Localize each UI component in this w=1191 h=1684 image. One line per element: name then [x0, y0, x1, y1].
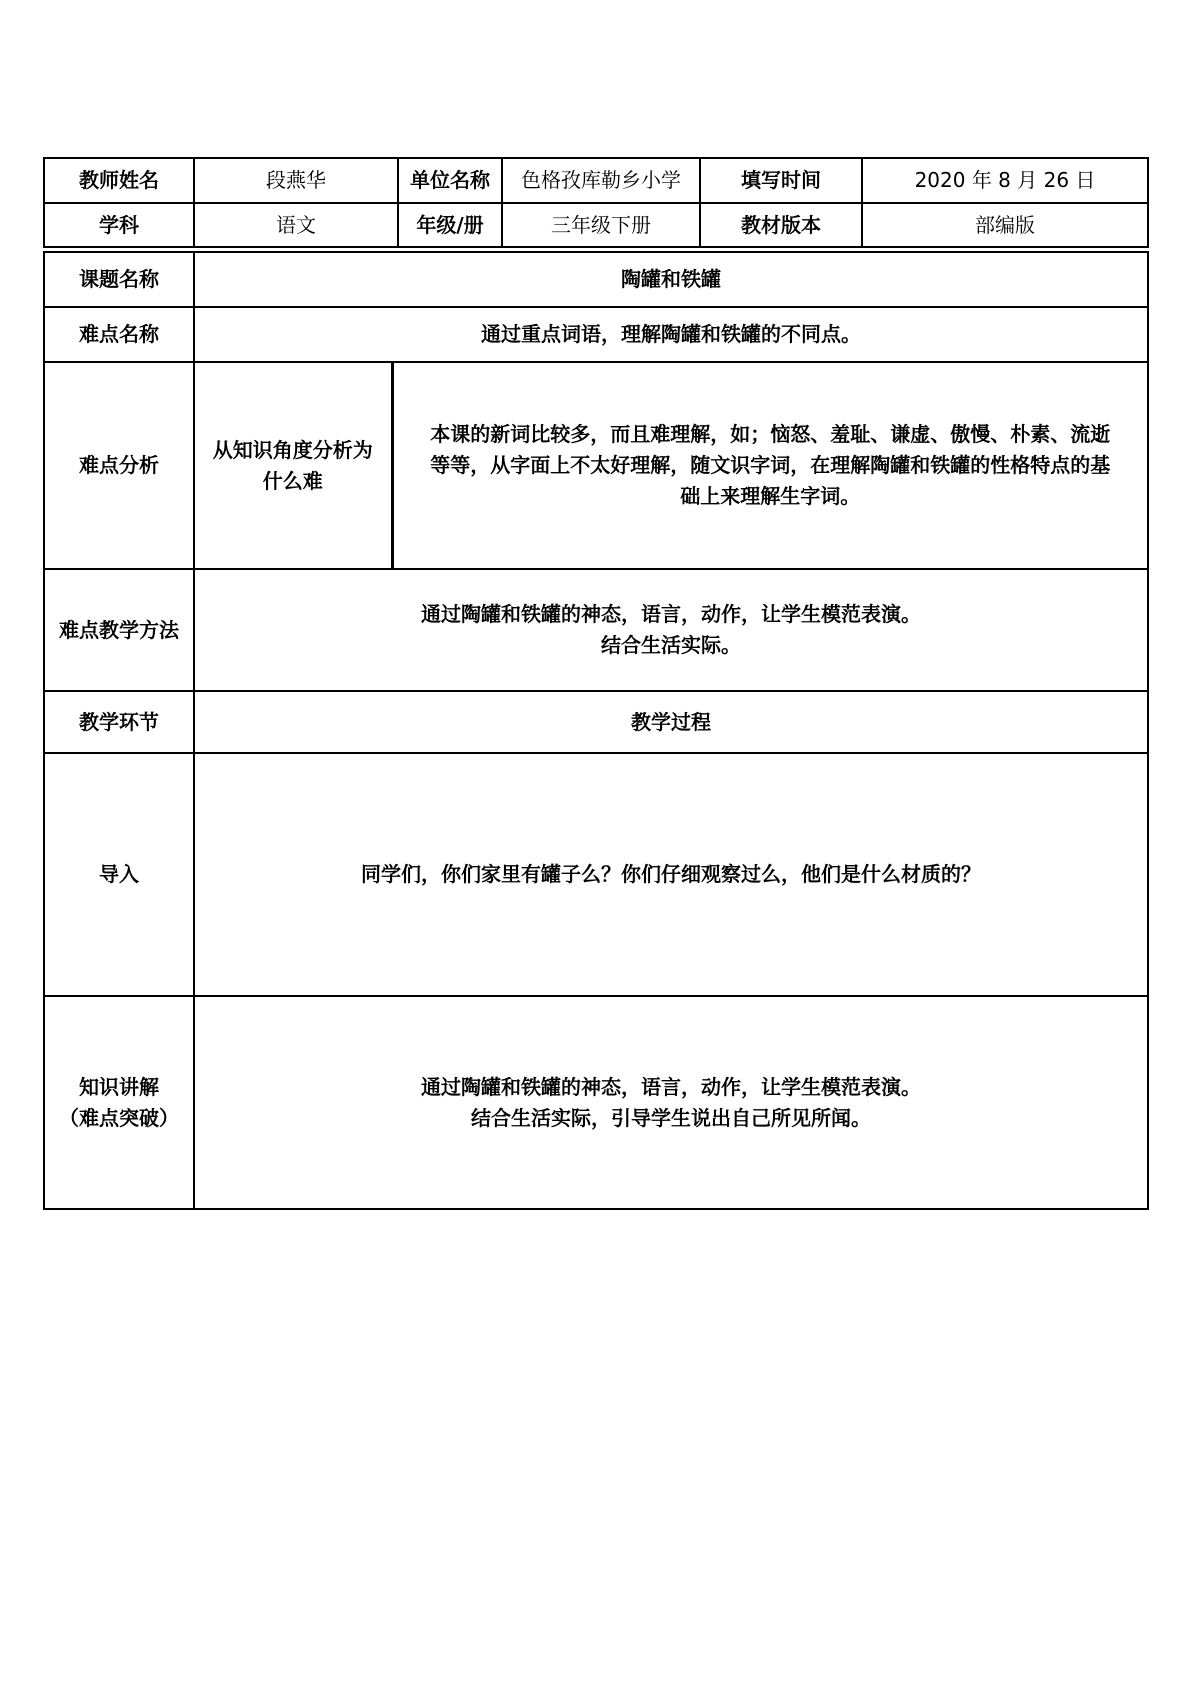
analysis-line: 本课的新词比较多，而且难理解，如；恼怒、羞耻、谦虚、傲慢、朴素、流逝 — [430, 422, 1111, 446]
header-row-1 — [44, 158, 1148, 203]
method-row — [44, 569, 1148, 691]
stage-row — [44, 691, 1148, 753]
analysis-sub-label: 从知识角度分析为什么难 — [194, 362, 392, 569]
analysis-text — [392, 362, 1148, 569]
intro-row — [44, 753, 1148, 996]
unit-name-label: 单位名称 — [398, 158, 502, 203]
edition-label: 教材版本 — [700, 203, 862, 247]
topic-row — [44, 252, 1148, 307]
analysis-line: 等等，从字面上不太好理解，随文识字词，在理解陶罐和铁罐的性格特点的基 — [430, 453, 1111, 477]
stage-label: 教学环节 — [44, 691, 194, 753]
analysis-row — [44, 362, 1148, 569]
teacher-name-label: 教师姓名 — [44, 158, 194, 203]
explain-row — [44, 996, 1148, 1209]
header-row-2 — [44, 203, 1148, 247]
edition-value: 部编版 — [862, 203, 1148, 247]
difficulty-label: 难点名称 — [44, 307, 194, 362]
fill-date-value: 2020 年 8 月 26 日 — [862, 158, 1148, 203]
explain-text — [194, 996, 1148, 1209]
intro-text: 同学们，你们家里有罐子么？你们仔细观察过么，他们是什么材质的？ — [194, 753, 1148, 996]
grade-value: 三年级下册 — [502, 203, 700, 247]
explain-label-line: （难点突破） — [59, 1105, 179, 1130]
difficulty-value: 通过重点词语，理解陶罐和铁罐的不同点。 — [194, 307, 1148, 362]
subject-value: 语文 — [194, 203, 398, 247]
explain-label-line: 知识讲解 — [79, 1074, 159, 1099]
topic-value: 陶罐和铁罐 — [194, 252, 1148, 307]
analysis-label: 难点分析 — [44, 362, 194, 569]
explain-line: 通过陶罐和铁罐的神态，语言，动作，让学生模范表演。 — [421, 1074, 921, 1099]
subject-label: 学科 — [44, 203, 194, 247]
difficulty-row — [44, 307, 1148, 362]
method-line: 通过陶罐和铁罐的神态，语言，动作，让学生模范表演。 — [421, 602, 921, 626]
method-line: 结合生活实际。 — [601, 633, 741, 657]
grade-label: 年级/册 — [398, 203, 502, 247]
intro-label: 导入 — [44, 753, 194, 996]
method-label: 难点教学方法 — [44, 569, 194, 691]
topic-label: 课题名称 — [44, 252, 194, 307]
unit-name-value: 色格孜库勒乡小学 — [502, 158, 700, 203]
teacher-name-value: 段燕华 — [194, 158, 398, 203]
fill-date-label: 填写时间 — [700, 158, 862, 203]
stage-value: 教学过程 — [194, 691, 1148, 753]
method-text — [194, 569, 1148, 691]
explain-label — [44, 996, 194, 1209]
lesson-plan-table — [43, 157, 1149, 1210]
explain-line: 结合生活实际，引导学生说出自己所见所闻。 — [471, 1105, 871, 1130]
analysis-line: 础上来理解生字词。 — [680, 484, 861, 508]
